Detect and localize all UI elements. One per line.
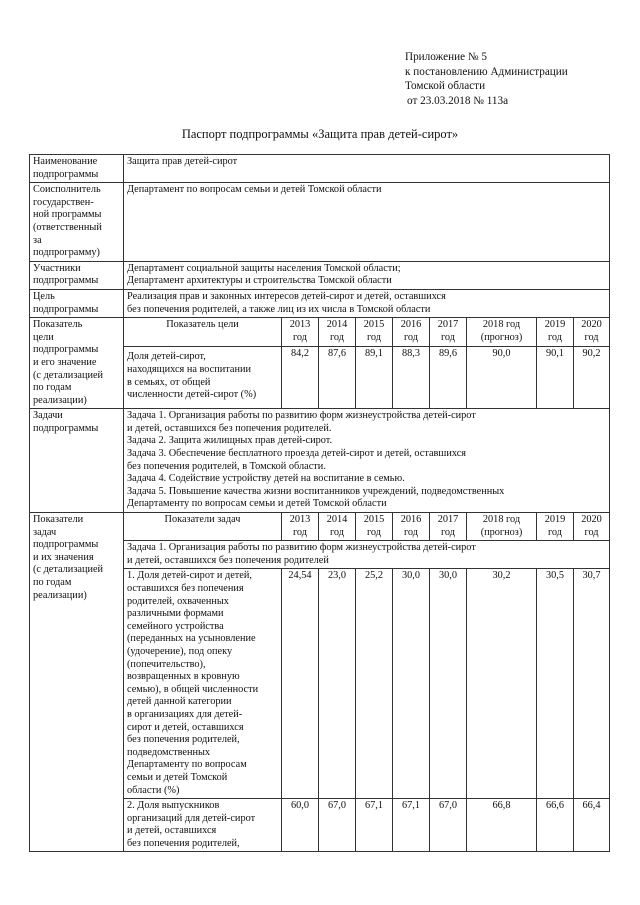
value-cell: 90,2 [574,347,610,409]
value-cell: 66,8 [467,799,537,852]
label-cell: Показатель цели подпрограммы и его значение (с детализацией по годам реализации) [30,318,124,409]
appendix-line: Приложение № 5 [405,51,487,63]
year-header: 2016 год [393,318,430,347]
indicator-cell: 1. Доля детей-сирот и детей, оставшихся без попечения родителей, охваченных различными формами семейного устройства (переданных на усыновление (удочерение), под опеку (попечительство), возвращенных в кровную семью), в общей численности детей данной категории в организациях для детей- сирот и детей, оставшихся без попечения родителей, подведомственных Департаменту по вопросам семьи и детей Томской области (%) [124,569,282,799]
value-cell: 89,1 [356,347,393,409]
task-title-cell: Задача 1. Организация работы по развитию форм жизнеустройства детей-сирот и детей, оставшихся без попечения родителей [124,541,610,569]
label-cell: Показатели задач подпрограммы и их значения (с детализацией по годам реализации) [30,513,124,852]
indicator-header: Показатель цели [124,318,282,347]
value-cell: 60,0 [282,799,319,852]
year-header: 2015 год [356,513,393,541]
value-cell: 24,54 [282,569,319,799]
indicator-cell: 2. Доля выпускников организаций для детей-сирот и детей, оставшихся без попечения родителей, [124,799,282,852]
value-cell: 30,5 [537,569,574,799]
value-cell: 30,0 [430,569,467,799]
value-cell: 90,1 [537,347,574,409]
row-participants [30,261,610,289]
value-cell: 88,3 [393,347,430,409]
row-tasks [30,409,610,513]
year-header: 2020 год [574,513,610,541]
year-header: 2020 год [574,318,610,347]
appendix-line: от 23.03.2018 № 113а [407,94,509,107]
year-header: 2017 год [430,513,467,541]
row-name [30,155,610,183]
indicator-header: Показатели задач [124,513,282,541]
row-goal-indicator-header [30,318,610,347]
value-cell: 87,6 [319,347,356,409]
value-cell: 67,1 [356,799,393,852]
value-cell: 66,6 [537,799,574,852]
value-cell: 67,0 [430,799,467,852]
value-cell: 30,0 [393,569,430,799]
year-header: 2015 год [356,318,393,347]
document-title: Паспорт подпрограммы «Защита прав детей-сирот» [181,127,459,141]
label-cell: Задачи подпрограммы [30,409,124,513]
value-cell: 89,6 [430,347,467,409]
value-cell: 23,0 [319,569,356,799]
row-executor [30,183,610,262]
value-cell: 66,4 [574,799,610,852]
row-task-indicators-header [30,513,610,541]
appendix-header [405,50,568,108]
year-header: 2018 год (прогноз) [467,318,537,347]
indicator-cell: Доля детей-сирот, находящихся на воспитании в семьях, от общей численности детей-сирот (%) [124,347,282,409]
value-cell: Реализация прав и законных интересов детей-сирот и детей, оставшихся без попечения родителей, а также лиц из их числа в Томской области [124,289,610,317]
value-cell: Департамент социальной защиты населения Томской области; Департамент архитектуры и строительства Томской области [124,261,610,289]
appendix-line: Томской области [405,80,486,92]
value-cell: Защита прав детей-сирот [124,155,610,183]
value-cell: Департамент по вопросам семьи и детей Томской области [124,183,610,262]
year-header: 2013 год [282,318,319,347]
year-header: 2013 год [282,513,319,541]
label-cell: Наименование подпрограммы [30,155,124,183]
year-header: 2019 год [537,318,574,347]
year-header: 2014 год [319,318,356,347]
value-cell: 25,2 [356,569,393,799]
year-header: 2018 год (прогноз) [467,513,537,541]
label-cell: Цель подпрограммы [30,289,124,317]
row-goal [30,289,610,317]
value-cell: 84,2 [282,347,319,409]
passport-table [29,154,610,852]
appendix-line: к постановлению Администрации [405,65,568,78]
value-cell: 90,0 [467,347,537,409]
value-cell: Задача 1. Организация работы по развитию форм жизнеустройства детей-сирот и детей, оставшихся без попечения родителей. Задача 2. Защита жилищных прав детей-сирот. Задача 3. Обеспечение бесплатного проезда детей-сирот и детей, оставшихся без попечения родителей, в Томской области. Задача 4. Содействие устройству детей на воспитание в семью. Задача 5. Повышение качества жизни воспитанников учреждений, подведомственных Департаменту по вопросам семьи и детей Томской области [124,409,610,513]
label-cell: Соисполнитель государствен- ной программы (ответственный за подпрограмму) [30,183,124,262]
value-cell: 30,2 [467,569,537,799]
year-header: 2014 год [319,513,356,541]
value-cell: 30,7 [574,569,610,799]
value-cell: 67,1 [393,799,430,852]
year-header: 2016 год [393,513,430,541]
label-cell: Участники подпрограммы [30,261,124,289]
year-header: 2017 год [430,318,467,347]
value-cell: 67,0 [319,799,356,852]
year-header: 2019 год [537,513,574,541]
